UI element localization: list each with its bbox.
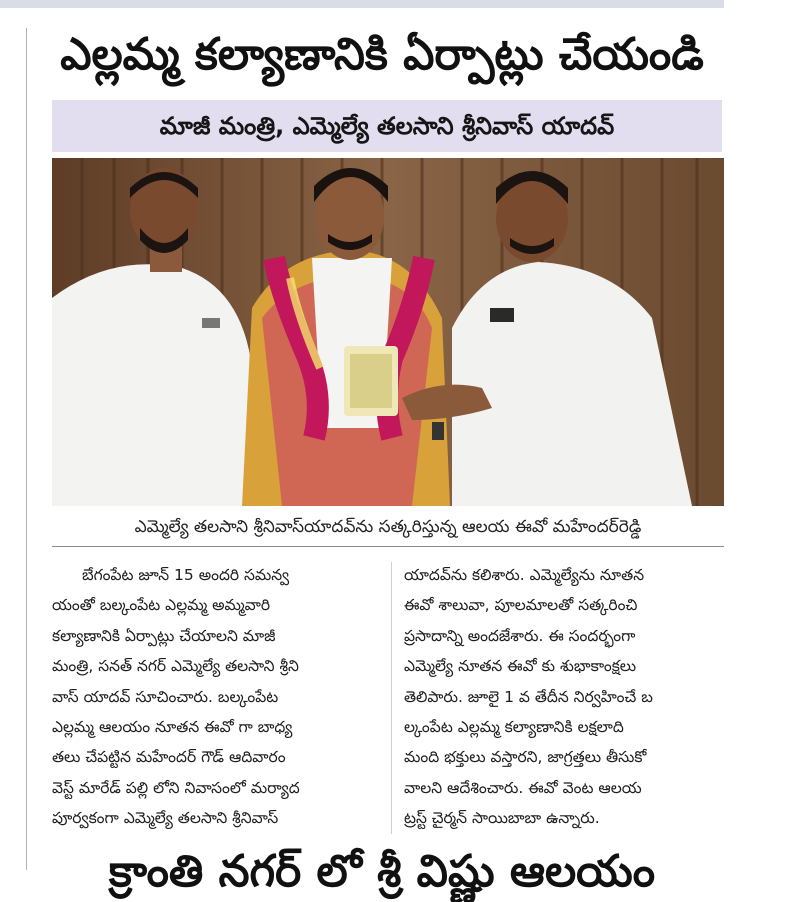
body-line: ప్రసాదాన్ని అందజేశారు. ఈ సందర్భంగా [404,626,636,645]
article-headline: ఎల్లమ్మ కల్యాణానికి ఏర్పాట్లు చేయండి [60,29,704,80]
body-line: ఎల్లమ్మ ఆలయం నూతన ఈవో గా బాధ్య [52,718,293,737]
photo-illustration [52,158,724,506]
caption-divider [52,546,724,547]
body-line: యాదవ్‌ను కలిశారు. ఎమ్మెల్యేను నూతన [404,566,645,584]
right-margin [726,0,800,870]
body-line: బేగంపేట జూన్ 15 అందరి సమన్వ [82,566,290,584]
body-line: ల్కంపేట ఎల్లమ్మ కల్యాణానికి లక్షలాది [404,718,624,737]
body-line: ట్రస్ట్ చైర్మన్ సాయిబాబా ఉన్నారు. [404,809,600,828]
body-line: ఈవో శాలువా, పూలమాలతో సత్కరించి [404,596,638,615]
body-line: యంతో బల్కంపేట ఎల్లమ్మ అమ్మవారి [52,596,271,615]
body-line: వెస్ట్ మారేడ్ పల్లి లోని నివాసంలో మర్యాద [52,778,300,797]
body-column-right [404,560,726,834]
column-divider [391,562,392,834]
body-column-left [52,560,382,834]
next-article-headline: క్రాంతి నగర్ లో శ్రీ విష్ణు ఆలయం [108,846,656,897]
body-line: వాస్ యాదవ్ సూచించారు. బల్కంపేట [52,687,279,706]
article-subheadline: మాజీ మంత్రి, ఎమ్మెల్యే తలసాని శ్రీనివాస్ యాదవ్ [159,112,615,140]
body-line: తెలిపారు. జూలై 1 వ తేదీన నిర్వహించే బ [404,687,653,706]
body-line: ఎమ్మెల్యే నూతన ఈవో కు శుభాకాంక్షలు [404,657,637,676]
body-line: మంది భక్తులు వస్తారని, జాగ్రత్తలు తీసుకో [404,748,647,767]
body-line: తలు చేపట్టిన మహేందర్ గౌడ్ ఆదివారం [52,748,286,767]
top-band [0,0,724,8]
body-line: వాలని ఆదేశించారు. ఈవో వెంట ఆలయ [404,778,642,797]
photo-caption: ఎమ్మెల్యే తలసాని శ్రీనివాస్‌యాదవ్‌ను సత్కరిస్తున్న ఆలయ ఈవో మహేందర్‌రెడ్డి [134,517,642,537]
body-line: పూర్వకంగా ఎమ్మెల్యే తలసాని శ్రీనివాస్ [52,809,279,828]
body-line: మంత్రి, సనత్ నగర్ ఎమ్మెల్యే తలసాని శ్రీని [52,657,299,676]
news-photo [52,158,724,506]
body-line: కల్యాణానికి ఏర్పాట్లు చేయాలని మాజీ [52,626,276,645]
page-left-rule [26,28,27,870]
